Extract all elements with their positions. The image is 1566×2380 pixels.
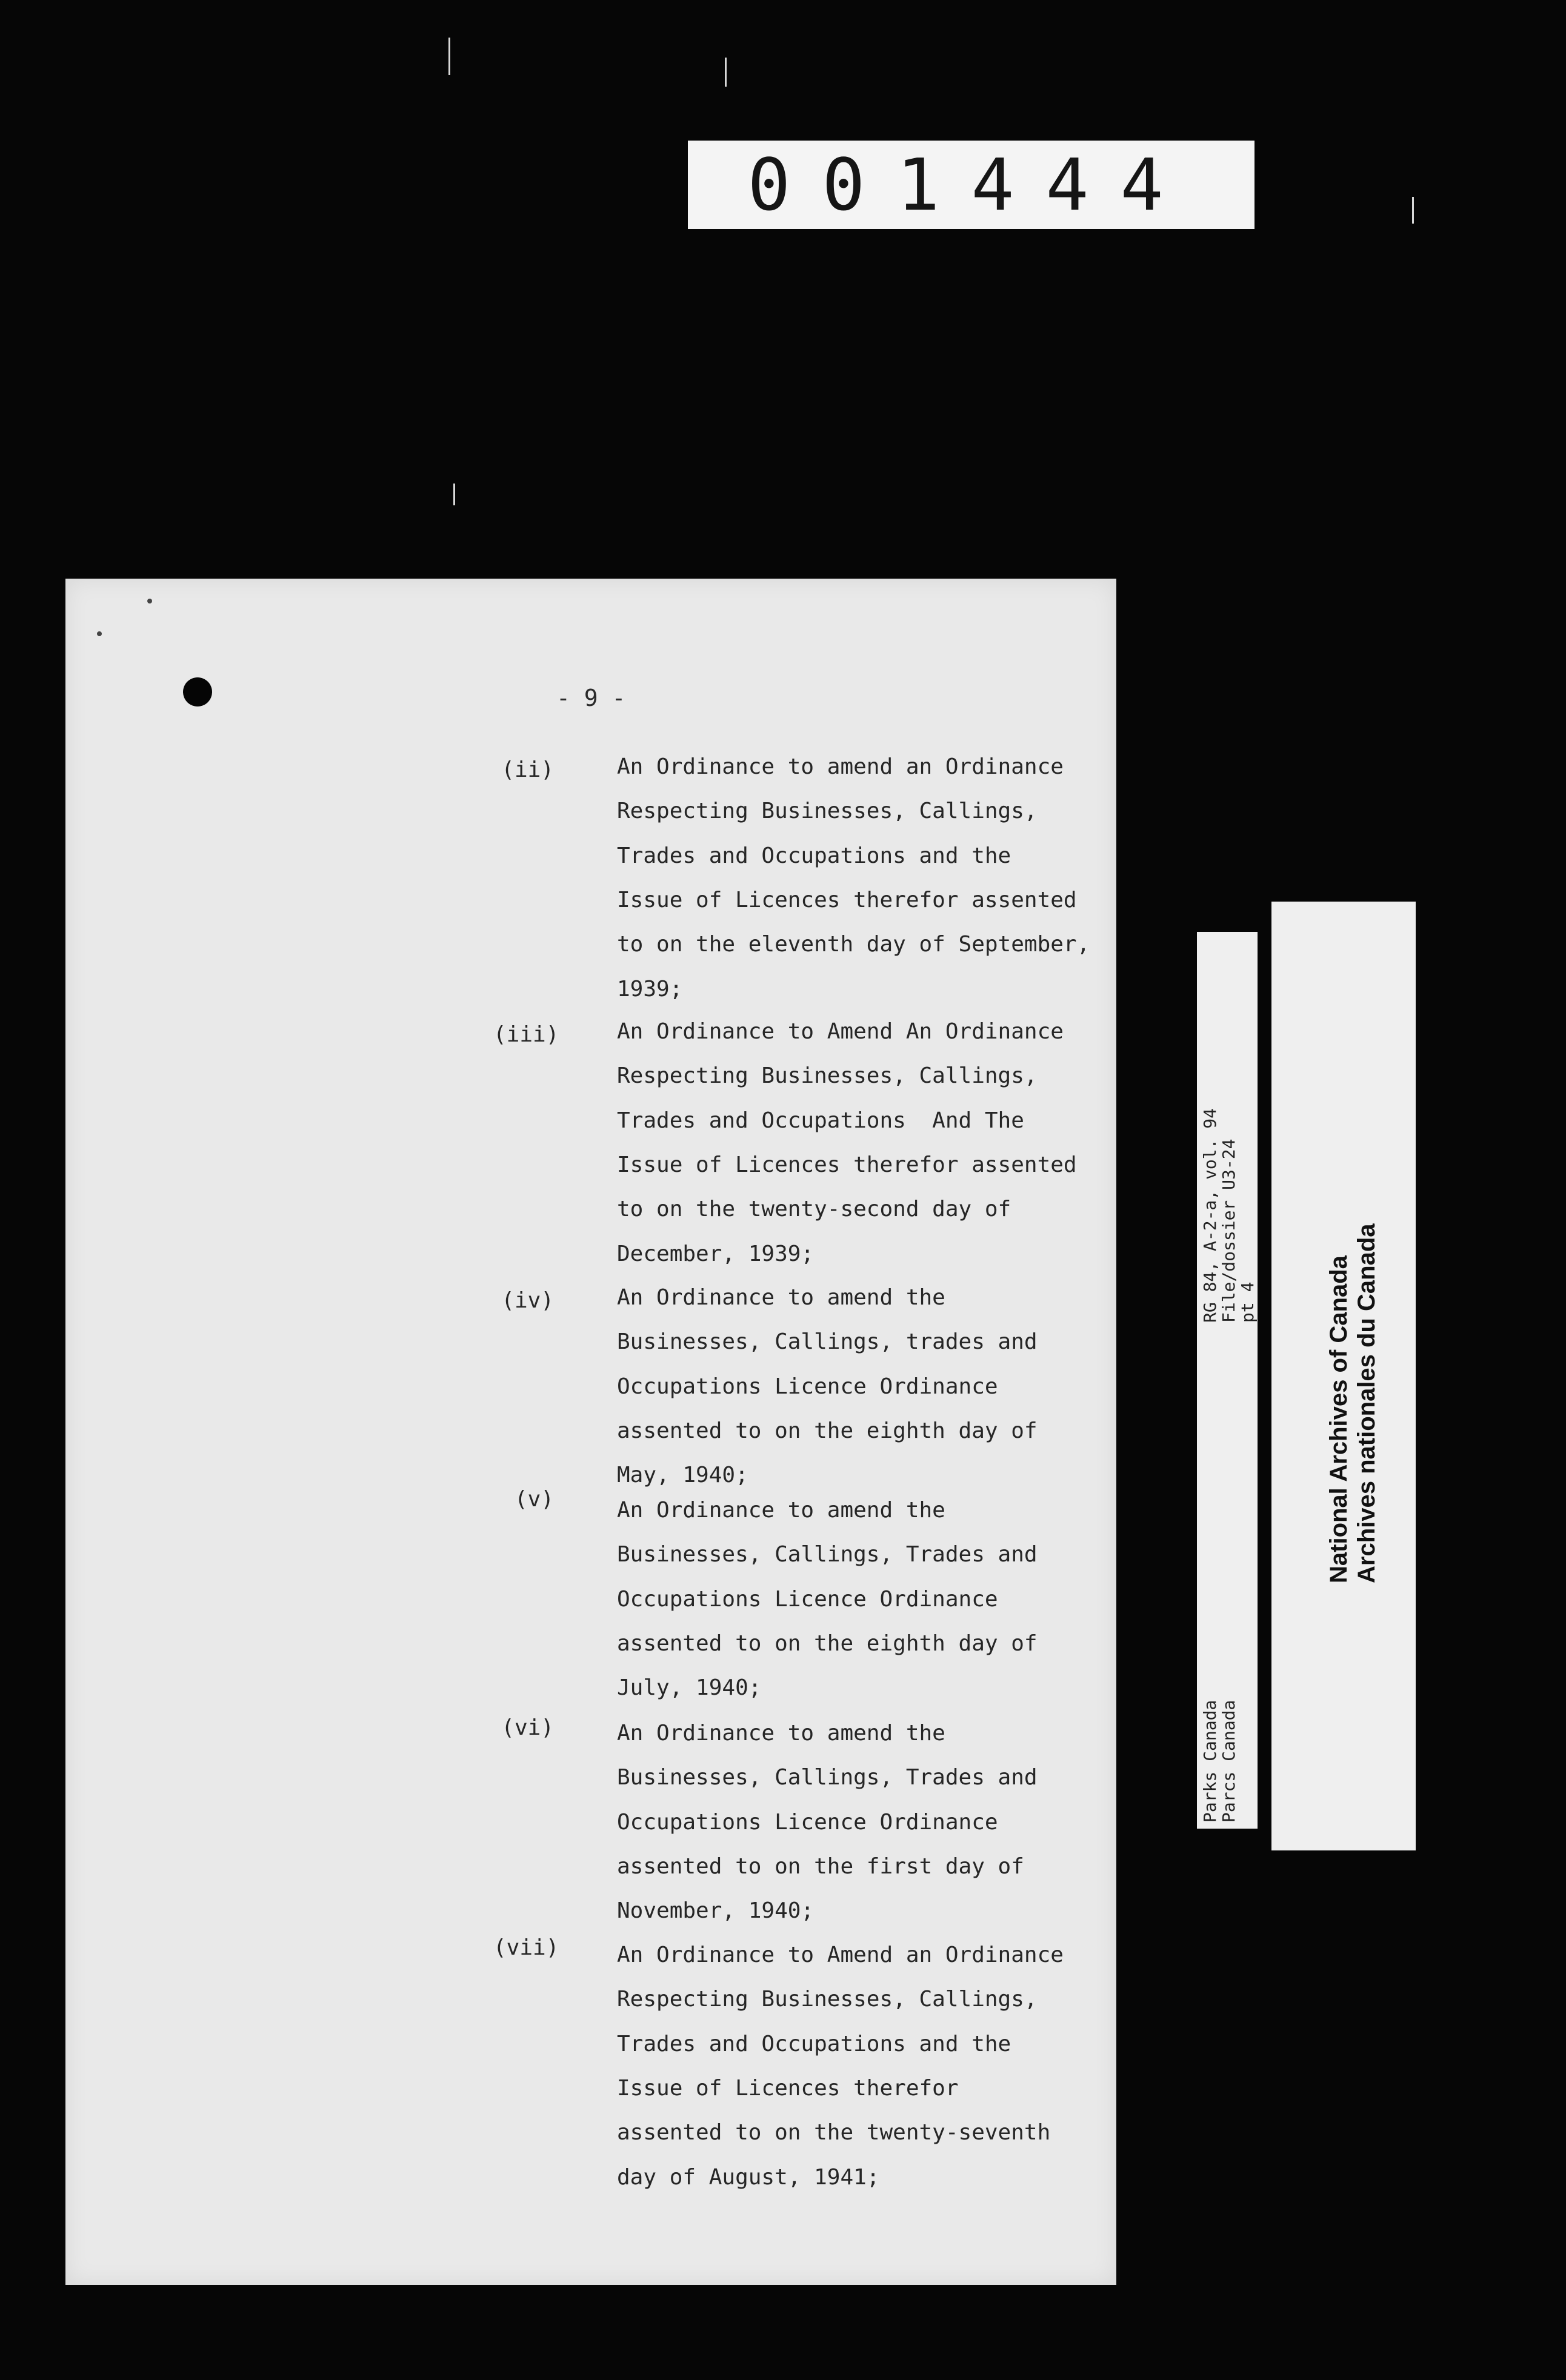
agency-line: Parcs Canada	[1219, 1700, 1239, 1823]
item-text-line: assented to on the twenty-seventh	[617, 2120, 1051, 2145]
item-text-line: assented to on the eighth day of	[617, 1631, 1038, 1656]
national-archives-text	[1325, 1223, 1381, 1583]
item-text-line: Occupations Licence Ordinance	[617, 1374, 998, 1399]
item-text-line: November, 1940;	[617, 1898, 815, 1923]
reference-line: File/dossier U3-24	[1219, 1138, 1239, 1323]
item-text-line: assented to on the eighth day of	[617, 1418, 1038, 1443]
item-text-line: Respecting Businesses, Callings,	[617, 799, 1038, 823]
item-text-line: to on the twenty-second day of	[617, 1197, 1011, 1222]
reference-line: pt 4	[1238, 1281, 1258, 1323]
item-text-line: Occupations Licence Ordinance	[617, 1587, 998, 1612]
page-number: - 9 -	[556, 685, 626, 711]
item-text-line: Businesses, Callings, trades and	[617, 1329, 1038, 1354]
item-text-line: An Ordinance to amend an Ordinance	[617, 754, 1064, 779]
item-number: (vii)	[493, 1935, 559, 1960]
item-text-line: July, 1940;	[617, 1675, 762, 1700]
item-text-line: Occupations Licence Ordinance	[617, 1810, 998, 1835]
item-text-line: May, 1940;	[617, 1463, 748, 1488]
item-text-line: Businesses, Callings, Trades and	[617, 1542, 1038, 1567]
item-text-line: An Ordinance to Amend An Ordinance	[617, 1019, 1064, 1044]
item-text-line: An Ordinance to amend the	[617, 1498, 945, 1523]
item-text-line: Respecting Businesses, Callings,	[617, 1987, 1038, 2012]
national-archives-label	[1271, 902, 1416, 1850]
item-text-line: December, 1939;	[617, 1242, 815, 1266]
paper-speck	[97, 631, 102, 636]
film-scratch	[1412, 197, 1414, 224]
item-text-line: An Ordinance to amend the	[617, 1285, 945, 1310]
item-text-line: Issue of Licences therefor assented	[617, 888, 1077, 912]
item-text-line: Issue of Licences therefor	[617, 2076, 959, 2101]
item-text-line: An Ordinance to amend the	[617, 1721, 945, 1746]
agency-line: Parks Canada	[1200, 1700, 1220, 1823]
item-text-line: Trades and Occupations And The	[617, 1108, 1024, 1133]
item-text-line: to on the eleventh day of September,	[617, 932, 1090, 957]
agency-text	[1201, 1700, 1238, 1823]
item-text-line: An Ordinance to Amend an Ordinance	[617, 1943, 1064, 1967]
film-scratch	[453, 484, 455, 505]
archive-reference-card	[1197, 932, 1258, 1829]
film-scratch	[725, 58, 727, 87]
item-text-line: day of August, 1941;	[617, 2165, 880, 2190]
item-number: (ii)	[501, 757, 554, 782]
item-text-line: Trades and Occupations and the	[617, 2032, 1011, 2056]
archives-line-english: National Archives of Canada	[1325, 1255, 1352, 1583]
item-text-line: Issue of Licences therefor assented	[617, 1152, 1077, 1177]
paper-speck	[147, 599, 152, 603]
archives-line-french: Archives nationales du Canada	[1353, 1223, 1380, 1583]
item-text-line: Respecting Businesses, Callings,	[617, 1063, 1038, 1088]
item-text-line: 1939;	[617, 977, 683, 1002]
item-text-line: assented to on the first day of	[617, 1854, 1024, 1879]
item-text-line: Trades and Occupations and the	[617, 843, 1011, 868]
punch-hole	[183, 677, 212, 706]
item-number: (vi)	[501, 1715, 554, 1740]
film-scratch	[448, 38, 450, 75]
item-number: (iii)	[493, 1022, 559, 1047]
archive-reference-text	[1201, 1108, 1257, 1323]
item-text-line: Businesses, Callings, Trades and	[617, 1765, 1038, 1790]
item-number: (v)	[514, 1487, 554, 1512]
item-number: (iv)	[501, 1288, 554, 1313]
reference-line: RG 84, A-2-a, vol. 94	[1200, 1108, 1220, 1323]
frame-number-label: 001444	[688, 141, 1254, 229]
